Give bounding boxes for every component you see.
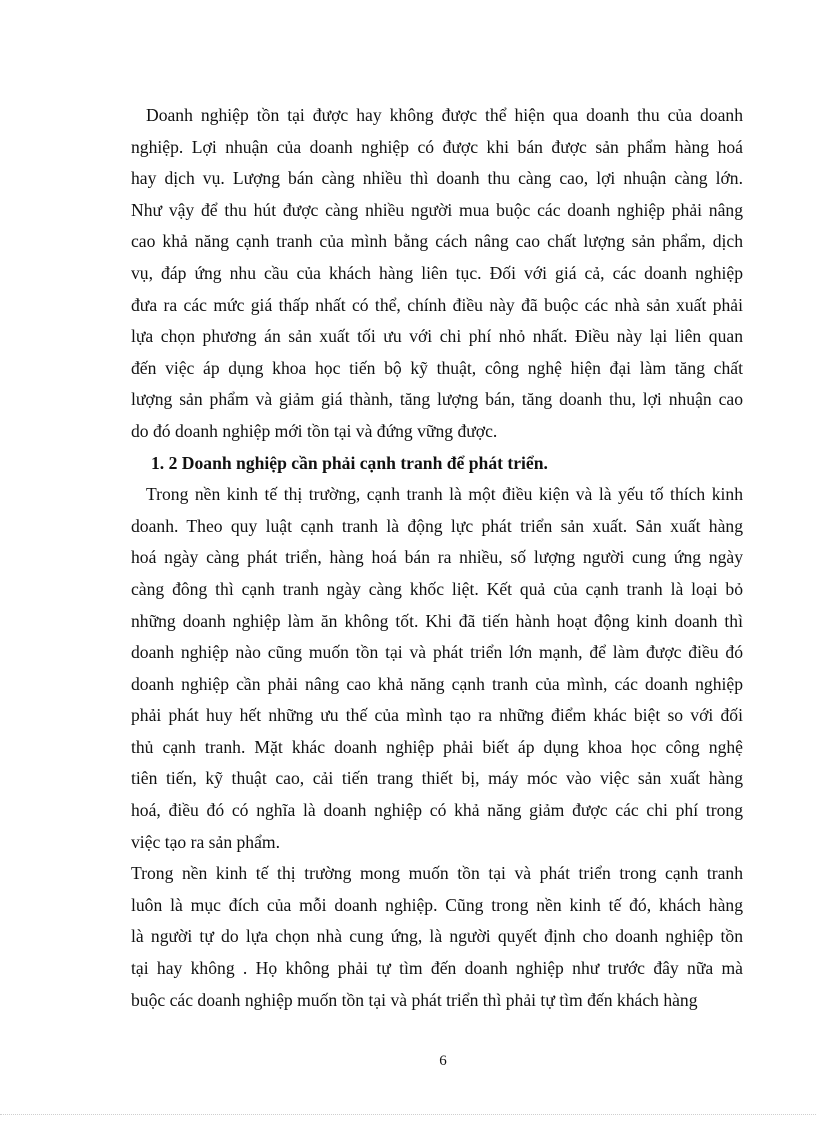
text-line: việc tạo ra sản phẩm.	[131, 831, 280, 852]
text-line: nghiệp. Lợi nhuận của doanh nghiệp có được khi bán được sản phẩm hàng hoá	[131, 136, 743, 157]
text-line: cao khả năng cạnh tranh của mình bằng cách nâng cao chất lượng sản phẩm, dịch	[131, 231, 743, 252]
text-line: phải phát huy hết những ưu thế của mình tạo ra những điểm khác biệt so với đối	[131, 705, 743, 726]
page-number: 6	[439, 1053, 447, 1069]
text-line: Doanh nghiệp tồn tại được hay không được thể hiện qua doanh thu của doanh	[146, 105, 743, 125]
page-bottom-divider	[0, 1114, 816, 1115]
text-line: tiên tiến, kỹ thuật cao, cải tiến trang thiết bị, máy móc vào việc sản xuất hàng	[131, 768, 743, 789]
text-line: hoá, điều đó có nghĩa là doanh nghiệp có khả năng giảm được các chi phí trong	[131, 800, 743, 821]
text-line: doanh nghiệp cần phải nâng cao khả năng cạnh tranh của mình, các doanh nghiệp	[131, 673, 743, 694]
text-line: lựa chọn phương án sản xuất tối ưu với chi phí nhỏ nhất. Điều này lại liên quan	[131, 326, 743, 347]
text-line: hoá ngày càng phát triển, hàng hoá bán ra nhiều, số lượng người cung ứng ngày	[131, 547, 743, 568]
section-heading: 1. 2 Doanh nghiệp cần phải cạnh tranh để phát triển.	[151, 452, 548, 473]
text-line: là người tự do lựa chọn nhà cung ứng, là người quyết định cho doanh nghiệp tồn	[131, 926, 743, 947]
text-line: doanh nghiệp nào cũng muốn tồn tại và phát triển lớn mạnh, để làm được điều đó	[131, 642, 743, 663]
text-line: càng đông thì cạnh tranh ngày càng khốc liệt. Kết quả của cạnh tranh là loại bỏ	[131, 578, 743, 599]
text-line: Như vậy để thu hút được càng nhiều người mua buộc các doanh nghiệp phải nâng	[131, 199, 743, 220]
text-line: luôn là mục đích của mỗi doanh nghiệp. Cũng trong nền kinh tế đó, khách hàng	[131, 894, 743, 915]
text-line: đến việc áp dụng khoa học tiến bộ kỹ thuật, công nghệ hiện đại làm tăng chất	[131, 357, 743, 378]
text-line: doanh. Theo quy luật cạnh tranh là động lực phát triển sản xuất. Sản xuất hàng	[131, 515, 743, 536]
text-line: thủ cạnh tranh. Mặt khác doanh nghiệp phải biết áp dụng khoa học công nghệ	[131, 736, 743, 757]
text-line: hay dịch vụ. Lượng bán càng nhiều thì doanh thu càng cao, lợi nhuận càng lớn.	[131, 168, 743, 189]
text-line: vụ, đáp ứng nhu cầu của khách hàng liên tục. Đối với giá cả, các doanh nghiệp	[131, 262, 743, 283]
text-line: Trong nền kinh tế thị trường, cạnh tranh là một điều kiện và là yếu tố thích kinh	[146, 484, 743, 505]
text-line: buộc các doanh nghiệp muốn tồn tại và phát triển thì phải tự tìm đến khách hàng	[131, 989, 698, 1010]
text-line: lượng sản phẩm và giảm giá thành, tăng lượng bán, tăng doanh thu, lợi nhuận cao	[131, 389, 743, 410]
text-line: Trong nền kinh tế thị trường mong muốn tồn tại và phát triển trong cạnh tranh	[131, 863, 743, 884]
text-line: những doanh nghiệp làm ăn không tốt. Khi đã tiến hành hoạt động kinh doanh thì	[131, 610, 743, 631]
text-line: tại hay không . Họ không phải tự tìm đến doanh nghiệp như trước đây nữa mà	[131, 958, 743, 979]
body-text	[131, 100, 743, 1016]
text-line: đưa ra các mức giá thấp nhất có thể, chính điều này đã buộc các nhà sản xuất phải	[131, 294, 743, 315]
text-line: do đó doanh nghiệp mới tồn tại và đứng vững được.	[131, 420, 498, 441]
